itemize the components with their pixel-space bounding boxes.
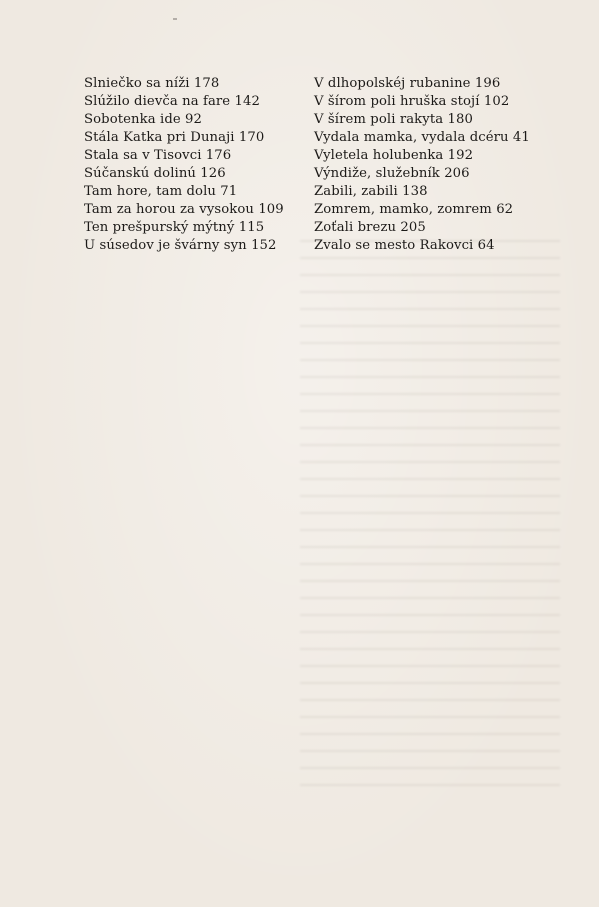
index-entry: U súsedov je švárny syn 152 xyxy=(84,238,277,253)
index-entry: Výndiže, služebník 206 xyxy=(314,166,470,181)
index-entry: Zvalo se mesto Rakovci 64 xyxy=(314,238,495,253)
index-entry: Ten prešpurský mýtný 115 xyxy=(84,220,265,235)
index-entry: V šírom poli hruška stojí 102 xyxy=(314,94,510,109)
index-entry: Zabili, zabili 138 xyxy=(314,184,428,199)
index-entry: Stála Katka pri Dunaji 170 xyxy=(84,130,265,145)
index-entry: Slniečko sa níži 178 xyxy=(84,76,220,91)
show-through-text xyxy=(300,240,560,800)
index-entry: Súčanskú dolinú 126 xyxy=(84,166,226,181)
index-entry: Sobotenka ide 92 xyxy=(84,112,203,127)
index-entry: Zoťali brezu 205 xyxy=(314,220,426,235)
index-entry: V dlhopolskéj rubanine 196 xyxy=(314,76,501,91)
index-entry: Slúžilo dievča na fare 142 xyxy=(84,94,260,109)
index-entry: Vyletela holubenka 192 xyxy=(314,148,474,163)
index-right-column xyxy=(314,75,544,255)
index-left-column xyxy=(84,75,314,255)
index-entry: Zomrem, mamko, zomrem 62 xyxy=(314,202,514,217)
page-speck xyxy=(173,18,177,20)
index-entry: Stala sa v Tisovci 176 xyxy=(84,148,232,163)
index-entry: Tam za horou za vysokou 109 xyxy=(84,202,284,217)
index-entry: Tam hore, tam dolu 71 xyxy=(84,184,238,199)
song-index xyxy=(84,75,544,255)
index-entry: V šírem poli rakyta 180 xyxy=(314,112,473,127)
index-entry: Vydala mamka, vydala dcéru 41 xyxy=(314,130,530,145)
